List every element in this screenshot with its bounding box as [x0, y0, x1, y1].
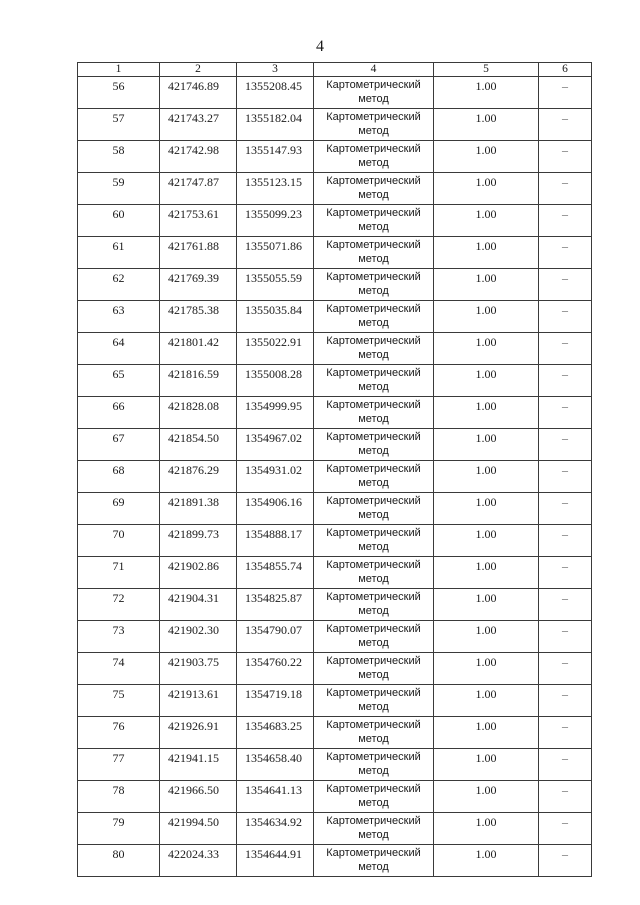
- x-coordinate-cell: 421903.75: [160, 653, 237, 685]
- note-cell: –: [539, 525, 592, 557]
- accuracy-cell: 1.00: [434, 685, 539, 717]
- accuracy-cell: 1.00: [434, 845, 539, 877]
- table-row: [78, 557, 592, 589]
- note-cell: –: [539, 749, 592, 781]
- x-coordinate-cell: 421899.73: [160, 525, 237, 557]
- column-header: 2: [160, 63, 237, 77]
- point-number-cell: 62: [78, 269, 160, 301]
- method-cell: Картометрический метод: [314, 461, 434, 493]
- point-number-cell: 56: [78, 77, 160, 109]
- accuracy-cell: 1.00: [434, 781, 539, 813]
- method-cell: Картометрический метод: [314, 141, 434, 173]
- accuracy-cell: 1.00: [434, 109, 539, 141]
- page-number: 4: [316, 38, 324, 55]
- accuracy-cell: 1.00: [434, 77, 539, 109]
- note-cell: –: [539, 141, 592, 173]
- point-number-cell: 70: [78, 525, 160, 557]
- method-cell: Картометрический метод: [314, 557, 434, 589]
- column-header: 3: [237, 63, 314, 77]
- note-cell: –: [539, 557, 592, 589]
- x-coordinate-cell: 421941.15: [160, 749, 237, 781]
- point-number-cell: 59: [78, 173, 160, 205]
- note-cell: –: [539, 461, 592, 493]
- table-row: [78, 141, 592, 173]
- method-cell: Картометрический метод: [314, 781, 434, 813]
- table-row: [78, 205, 592, 237]
- method-cell: Картометрический метод: [314, 685, 434, 717]
- accuracy-cell: 1.00: [434, 749, 539, 781]
- column-header: 1: [78, 63, 160, 77]
- accuracy-cell: 1.00: [434, 525, 539, 557]
- x-coordinate-cell: 421746.89: [160, 77, 237, 109]
- point-number-cell: 73: [78, 621, 160, 653]
- note-cell: –: [539, 781, 592, 813]
- note-cell: –: [539, 717, 592, 749]
- y-coordinate-cell: 1354644.91: [237, 845, 314, 877]
- accuracy-cell: 1.00: [434, 237, 539, 269]
- note-cell: –: [539, 845, 592, 877]
- note-cell: –: [539, 493, 592, 525]
- method-cell: Картометрический метод: [314, 493, 434, 525]
- table-row: [78, 365, 592, 397]
- note-cell: –: [539, 109, 592, 141]
- point-number-cell: 72: [78, 589, 160, 621]
- x-coordinate-cell: 421785.38: [160, 301, 237, 333]
- point-number-cell: 75: [78, 685, 160, 717]
- method-cell: Картометрический метод: [314, 301, 434, 333]
- method-cell: Картометрический метод: [314, 845, 434, 877]
- table-row: [78, 77, 592, 109]
- note-cell: –: [539, 269, 592, 301]
- y-coordinate-cell: 1354931.02: [237, 461, 314, 493]
- point-number-cell: 76: [78, 717, 160, 749]
- y-coordinate-cell: 1354825.87: [237, 589, 314, 621]
- note-cell: –: [539, 365, 592, 397]
- method-cell: Картометрический метод: [314, 589, 434, 621]
- note-cell: –: [539, 205, 592, 237]
- x-coordinate-cell: 421816.59: [160, 365, 237, 397]
- table-row: [78, 621, 592, 653]
- y-coordinate-cell: 1354760.22: [237, 653, 314, 685]
- column-header: 6: [539, 63, 592, 77]
- x-coordinate-cell: 421742.98: [160, 141, 237, 173]
- y-coordinate-cell: 1354790.07: [237, 621, 314, 653]
- method-cell: Картометрический метод: [314, 205, 434, 237]
- point-number-cell: 65: [78, 365, 160, 397]
- point-number-cell: 69: [78, 493, 160, 525]
- accuracy-cell: 1.00: [434, 333, 539, 365]
- table-row: [78, 397, 592, 429]
- x-coordinate-cell: 421966.50: [160, 781, 237, 813]
- accuracy-cell: 1.00: [434, 621, 539, 653]
- y-coordinate-cell: 1355182.04: [237, 109, 314, 141]
- method-cell: Картометрический метод: [314, 77, 434, 109]
- method-cell: Картометрический метод: [314, 429, 434, 461]
- y-coordinate-cell: 1354641.13: [237, 781, 314, 813]
- accuracy-cell: 1.00: [434, 205, 539, 237]
- column-header: 4: [314, 63, 434, 77]
- table-row: [78, 813, 592, 845]
- y-coordinate-cell: 1355099.23: [237, 205, 314, 237]
- method-cell: Картометрический метод: [314, 653, 434, 685]
- method-cell: Картометрический метод: [314, 397, 434, 429]
- x-coordinate-cell: 421902.86: [160, 557, 237, 589]
- point-number-cell: 80: [78, 845, 160, 877]
- accuracy-cell: 1.00: [434, 269, 539, 301]
- accuracy-cell: 1.00: [434, 717, 539, 749]
- note-cell: –: [539, 397, 592, 429]
- table-row: [78, 717, 592, 749]
- note-cell: –: [539, 301, 592, 333]
- method-cell: Картометрический метод: [314, 237, 434, 269]
- method-cell: Картометрический метод: [314, 813, 434, 845]
- y-coordinate-cell: 1355022.91: [237, 333, 314, 365]
- table-row: [78, 525, 592, 557]
- point-number-cell: 57: [78, 109, 160, 141]
- x-coordinate-cell: 421891.38: [160, 493, 237, 525]
- x-coordinate-cell: 421743.27: [160, 109, 237, 141]
- y-coordinate-cell: 1354634.92: [237, 813, 314, 845]
- y-coordinate-cell: 1355035.84: [237, 301, 314, 333]
- table-row: [78, 461, 592, 493]
- y-coordinate-cell: 1354967.02: [237, 429, 314, 461]
- note-cell: –: [539, 621, 592, 653]
- method-cell: Картометрический метод: [314, 365, 434, 397]
- accuracy-cell: 1.00: [434, 397, 539, 429]
- y-coordinate-cell: 1354855.74: [237, 557, 314, 589]
- x-coordinate-cell: 421769.39: [160, 269, 237, 301]
- coordinates-table: [77, 62, 592, 877]
- point-number-cell: 63: [78, 301, 160, 333]
- accuracy-cell: 1.00: [434, 653, 539, 685]
- x-coordinate-cell: 421761.88: [160, 237, 237, 269]
- x-coordinate-cell: 421926.91: [160, 717, 237, 749]
- point-number-cell: 66: [78, 397, 160, 429]
- y-coordinate-cell: 1355071.86: [237, 237, 314, 269]
- table-row: [78, 781, 592, 813]
- x-coordinate-cell: 421753.61: [160, 205, 237, 237]
- note-cell: –: [539, 173, 592, 205]
- note-cell: –: [539, 429, 592, 461]
- point-number-cell: 77: [78, 749, 160, 781]
- table-row: [78, 429, 592, 461]
- point-number-cell: 71: [78, 557, 160, 589]
- table-row: [78, 845, 592, 877]
- y-coordinate-cell: 1355208.45: [237, 77, 314, 109]
- table-row: [78, 173, 592, 205]
- point-number-cell: 58: [78, 141, 160, 173]
- note-cell: –: [539, 813, 592, 845]
- method-cell: Картометрический метод: [314, 717, 434, 749]
- x-coordinate-cell: 421747.87: [160, 173, 237, 205]
- table-row: [78, 685, 592, 717]
- y-coordinate-cell: 1354683.25: [237, 717, 314, 749]
- x-coordinate-cell: 421854.50: [160, 429, 237, 461]
- y-coordinate-cell: 1354999.95: [237, 397, 314, 429]
- y-coordinate-cell: 1354906.16: [237, 493, 314, 525]
- x-coordinate-cell: 421913.61: [160, 685, 237, 717]
- point-number-cell: 64: [78, 333, 160, 365]
- x-coordinate-cell: 422024.33: [160, 845, 237, 877]
- point-number-cell: 60: [78, 205, 160, 237]
- accuracy-cell: 1.00: [434, 589, 539, 621]
- y-coordinate-cell: 1355147.93: [237, 141, 314, 173]
- method-cell: Картометрический метод: [314, 109, 434, 141]
- method-cell: Картометрический метод: [314, 749, 434, 781]
- y-coordinate-cell: 1354888.17: [237, 525, 314, 557]
- accuracy-cell: 1.00: [434, 429, 539, 461]
- y-coordinate-cell: 1354719.18: [237, 685, 314, 717]
- table-row: [78, 301, 592, 333]
- note-cell: –: [539, 237, 592, 269]
- method-cell: Картометрический метод: [314, 333, 434, 365]
- note-cell: –: [539, 333, 592, 365]
- table-row: [78, 269, 592, 301]
- x-coordinate-cell: 421994.50: [160, 813, 237, 845]
- note-cell: –: [539, 653, 592, 685]
- x-coordinate-cell: 421904.31: [160, 589, 237, 621]
- table-row: [78, 589, 592, 621]
- x-coordinate-cell: 421902.30: [160, 621, 237, 653]
- accuracy-cell: 1.00: [434, 141, 539, 173]
- note-cell: –: [539, 77, 592, 109]
- table-row: [78, 333, 592, 365]
- point-number-cell: 68: [78, 461, 160, 493]
- x-coordinate-cell: 421828.08: [160, 397, 237, 429]
- point-number-cell: 67: [78, 429, 160, 461]
- table-row: [78, 749, 592, 781]
- y-coordinate-cell: 1355008.28: [237, 365, 314, 397]
- point-number-cell: 74: [78, 653, 160, 685]
- accuracy-cell: 1.00: [434, 813, 539, 845]
- note-cell: –: [539, 685, 592, 717]
- accuracy-cell: 1.00: [434, 365, 539, 397]
- y-coordinate-cell: 1355123.15: [237, 173, 314, 205]
- point-number-cell: 78: [78, 781, 160, 813]
- table-row: [78, 653, 592, 685]
- table-row: [78, 109, 592, 141]
- accuracy-cell: 1.00: [434, 557, 539, 589]
- method-cell: Картометрический метод: [314, 173, 434, 205]
- accuracy-cell: 1.00: [434, 461, 539, 493]
- method-cell: Картометрический метод: [314, 269, 434, 301]
- column-header: 5: [434, 63, 539, 77]
- table-row: [78, 493, 592, 525]
- point-number-cell: 61: [78, 237, 160, 269]
- accuracy-cell: 1.00: [434, 493, 539, 525]
- accuracy-cell: 1.00: [434, 301, 539, 333]
- note-cell: –: [539, 589, 592, 621]
- table-header-row: [78, 63, 592, 77]
- method-cell: Картометрический метод: [314, 621, 434, 653]
- point-number-cell: 79: [78, 813, 160, 845]
- y-coordinate-cell: 1355055.59: [237, 269, 314, 301]
- y-coordinate-cell: 1354658.40: [237, 749, 314, 781]
- x-coordinate-cell: 421801.42: [160, 333, 237, 365]
- accuracy-cell: 1.00: [434, 173, 539, 205]
- table-row: [78, 237, 592, 269]
- method-cell: Картометрический метод: [314, 525, 434, 557]
- x-coordinate-cell: 421876.29: [160, 461, 237, 493]
